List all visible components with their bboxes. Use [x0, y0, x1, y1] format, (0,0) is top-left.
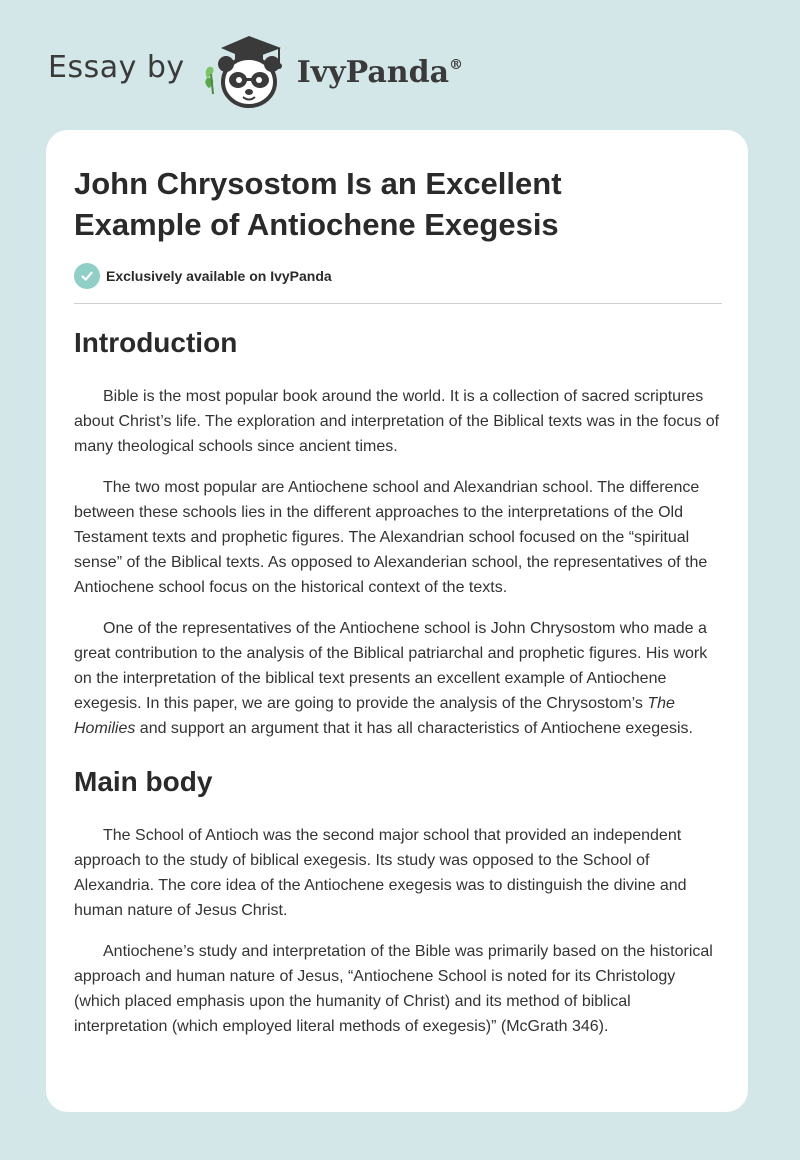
badge-label: Exclusively available on IvyPanda [106, 268, 332, 284]
panda-graduate-icon[interactable] [201, 30, 293, 110]
work-title: The Homilies [74, 695, 675, 737]
check-circle-icon [74, 263, 100, 289]
site-header [48, 30, 463, 110]
paragraph: Antiochene’s study and interpretation of the Bible was primarily based on the historical approach and human nature of Jesus, “Antiochene School is noted for its Christology (which placed emphasis upon the humanity of Christ) and its method of biblical interpretation (which employed literal methods of exegesis)” (McGrath 346). [74, 943, 713, 1035]
paragraph [74, 616, 724, 741]
exclusive-badge [74, 263, 332, 289]
divider [74, 303, 722, 304]
section-heading-main-body: Main body [74, 766, 213, 797]
brand-name[interactable] [297, 55, 463, 90]
paragraph: The School of Antioch was the second major school that provided an independent approach to the study of biblical exegesis. Its study was opposed to the School of Alexandria. The core idea of the Antiochene exegesis was to distinguish the divine and human nature of Jesus Christ. [74, 827, 687, 919]
paragraph-text: One of the representatives of the Antiochene school is John Chrysostom who made a great contribution to the analysis of the Biblical patriarchal and prophetic figures. His work on the interpretation of the biblical text presents an excellent example of Antiochene exegesis. In this paper, we are going to provide the analysis of the Chrysostom’s [74, 620, 708, 712]
paragraph: Bible is the most popular book around the world. It is a collection of sacred scriptures about Christ’s life. The exploration and interpretation of the Biblical texts was in the focus of many theological schools since ancient times. [74, 388, 720, 455]
section-heading-introduction: Introduction [74, 327, 238, 358]
essay-body [74, 325, 724, 1039]
page-title: John Chrysostom Is an Excellent Example of Antiochene Exegesis [74, 166, 562, 242]
paragraph-text: and support an argument that it has all characteristics of Antiochene exegesis. [135, 720, 693, 737]
registered-mark: ® [449, 56, 464, 73]
essay-card [46, 130, 748, 1112]
paragraph: The two most popular are Antiochene school and Alexandrian school. The difference between these schools lies in the different approaches to the interpretations of the Old Testament texts and prophetic figures. The Alexandrian school focused on the “spiritual sense” of the Biblical texts. As opposed to Alexanderian school, the representatives of the Antiochene school focus on the historical context of the texts. [74, 479, 708, 596]
brand-text: IvyPanda [296, 54, 450, 90]
essay-by-label: Essay by [48, 49, 185, 85]
